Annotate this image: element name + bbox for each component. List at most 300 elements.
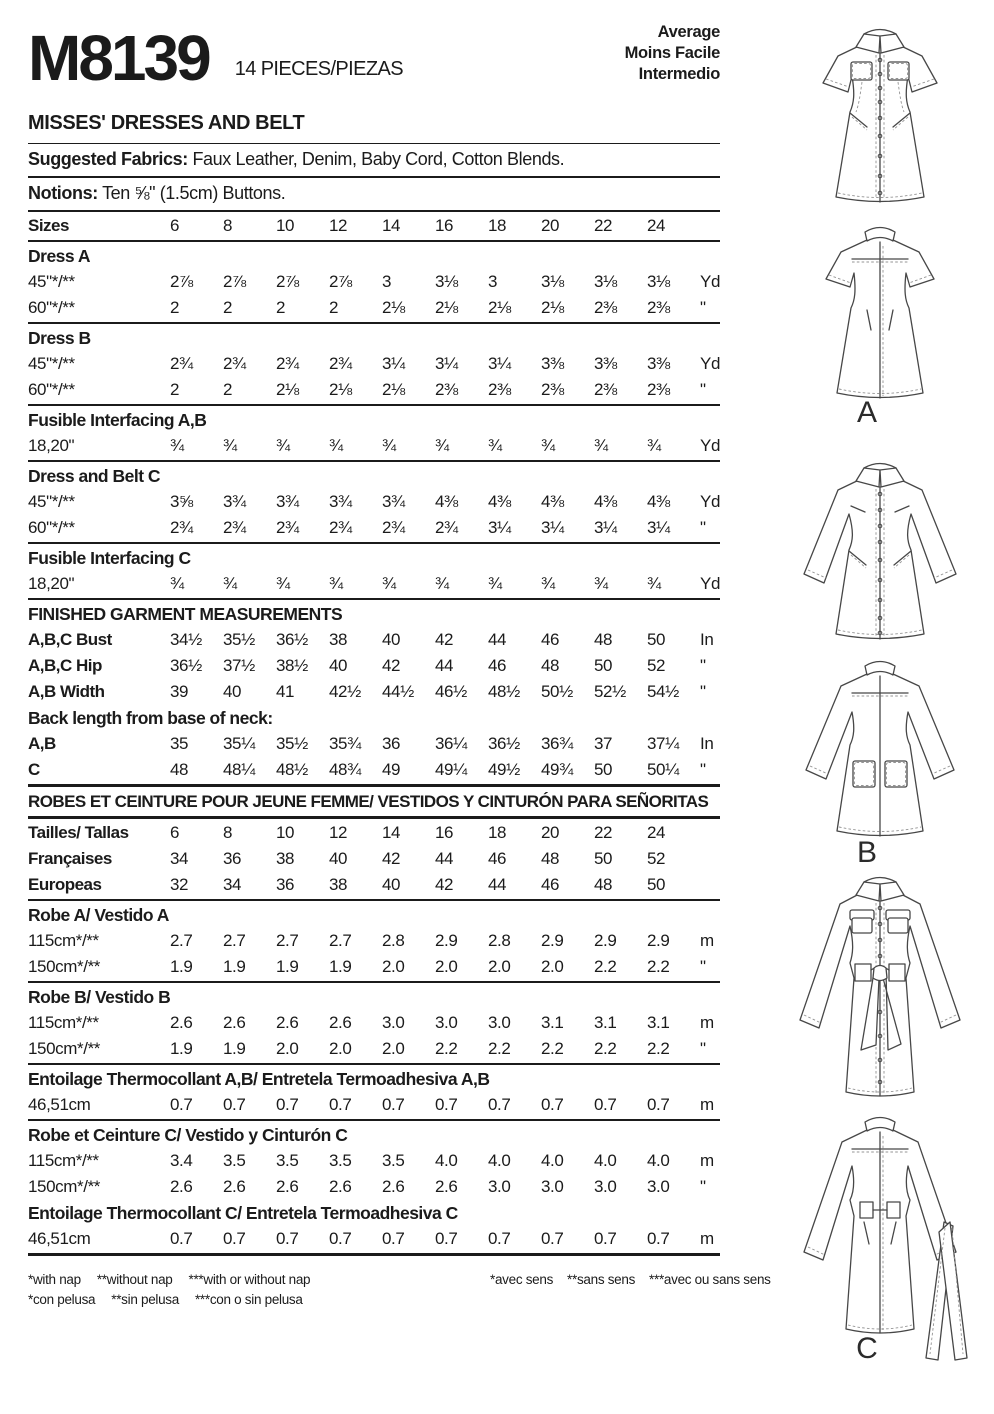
size-value: ¾ bbox=[541, 436, 555, 455]
size-value: 2 bbox=[276, 298, 286, 317]
size-value: 50 bbox=[647, 630, 666, 649]
unit-label: " bbox=[700, 656, 706, 675]
size-value: ¾ bbox=[647, 574, 661, 593]
footnote-item: **sans sens bbox=[567, 1272, 636, 1287]
unit-label: " bbox=[700, 380, 706, 399]
size-value: 3.4 bbox=[170, 1151, 193, 1170]
table-section-header: Dress A bbox=[28, 245, 90, 266]
row-label: 46,51cm bbox=[28, 1095, 91, 1114]
footnote-item: **sin pelusa bbox=[111, 1292, 179, 1307]
size-value: 14 bbox=[382, 823, 401, 842]
size-value: 2.8 bbox=[382, 931, 405, 950]
size-value: 3.0 bbox=[488, 1177, 511, 1196]
row-label: 60"*/** bbox=[28, 298, 75, 317]
table-data-row bbox=[28, 269, 720, 295]
size-value: 2⅜ bbox=[647, 380, 670, 399]
size-value: 48¾ bbox=[329, 760, 361, 779]
size-value: 0.7 bbox=[647, 1229, 670, 1248]
size-value: 2.6 bbox=[329, 1177, 352, 1196]
unit-label: m bbox=[700, 931, 714, 950]
view-c-label: C bbox=[856, 1332, 878, 1365]
table-data-row bbox=[28, 1148, 720, 1174]
table-section-header: Dress and Belt C bbox=[28, 465, 161, 486]
divider bbox=[28, 176, 720, 178]
size-value: 2.2 bbox=[647, 957, 670, 976]
size-value: 2⅞ bbox=[170, 272, 193, 291]
size-value: 35½ bbox=[223, 630, 255, 649]
unit-label: " bbox=[700, 1039, 706, 1058]
unit-label: In bbox=[700, 734, 714, 753]
table-data-row bbox=[28, 679, 720, 705]
size-value: 36½ bbox=[276, 630, 308, 649]
size-value: 48 bbox=[541, 656, 560, 675]
size-value: 2.9 bbox=[435, 931, 458, 950]
size-value: 2⅛ bbox=[435, 298, 458, 317]
illustration-dress-c bbox=[740, 860, 994, 1409]
table-subheader: Back length from base of neck: bbox=[28, 707, 273, 728]
size-value: 2.9 bbox=[541, 931, 564, 950]
table-data-row bbox=[28, 872, 720, 898]
size-value: 48¼ bbox=[223, 760, 255, 779]
size-value: 3.5 bbox=[223, 1151, 246, 1170]
size-value: 2⅜ bbox=[435, 380, 458, 399]
unit-label: Yd bbox=[700, 492, 720, 511]
dress-a-front-drawing bbox=[823, 30, 937, 203]
unit-label: " bbox=[700, 682, 706, 701]
notions-row bbox=[28, 179, 720, 209]
size-value: 3.0 bbox=[647, 1177, 670, 1196]
size-value: 3⅛ bbox=[594, 272, 617, 291]
size-value: 2⅛ bbox=[382, 298, 405, 317]
unit-label: " bbox=[700, 1177, 706, 1196]
table-divider bbox=[28, 404, 720, 406]
size-value: 2.6 bbox=[435, 1177, 458, 1196]
size-value: 3.1 bbox=[594, 1013, 617, 1032]
table-divider bbox=[28, 1253, 720, 1256]
table-data-row bbox=[28, 757, 720, 783]
table-section-header: Entoilage Thermocollant C/ Entretela Termoadhesiva C bbox=[28, 1202, 458, 1223]
row-label: A,B,C Bust bbox=[28, 630, 112, 649]
size-value: 42 bbox=[382, 656, 401, 675]
table-data-row bbox=[28, 377, 720, 403]
size-value: 52 bbox=[647, 849, 666, 868]
size-value: 1.9 bbox=[223, 1039, 246, 1058]
table-divider bbox=[28, 542, 720, 544]
unit-label: " bbox=[700, 760, 706, 779]
size-value: 52 bbox=[647, 656, 666, 675]
table-data-row bbox=[28, 820, 720, 846]
row-label: C bbox=[28, 760, 40, 779]
size-value: 8 bbox=[223, 216, 233, 235]
size-value: 0.7 bbox=[594, 1095, 617, 1114]
size-value: 50½ bbox=[541, 682, 573, 701]
table-data-row bbox=[28, 1092, 720, 1118]
row-label: Françaises bbox=[28, 849, 112, 868]
size-value: ¾ bbox=[435, 574, 449, 593]
table-divider bbox=[28, 1119, 720, 1121]
size-value: 2.0 bbox=[382, 957, 405, 976]
size-value: ¾ bbox=[382, 574, 396, 593]
size-value: 2 bbox=[329, 298, 339, 317]
size-value: 0.7 bbox=[488, 1095, 511, 1114]
table-section-header: Robe et Ceinture C/ Vestido y Cinturón C bbox=[28, 1124, 348, 1145]
size-value: 2.2 bbox=[594, 957, 617, 976]
size-value: 2⅞ bbox=[223, 272, 246, 291]
table-data-row bbox=[28, 846, 720, 872]
footnote-item: ***con o sin pelusa bbox=[194, 1292, 303, 1307]
dress-b-drawing bbox=[740, 444, 994, 872]
size-value: 35½ bbox=[276, 734, 308, 753]
row-label: 150cm*/** bbox=[28, 957, 100, 976]
size-value: 35¾ bbox=[329, 734, 361, 753]
size-value: 4⅜ bbox=[647, 492, 670, 511]
size-value: 2⅜ bbox=[541, 380, 564, 399]
size-value: 2¾ bbox=[382, 518, 405, 537]
size-value: 4.0 bbox=[435, 1151, 458, 1170]
footnotes bbox=[28, 1270, 771, 1310]
size-value: 0.7 bbox=[329, 1229, 352, 1248]
size-value: 36¾ bbox=[541, 734, 573, 753]
table-data-row bbox=[28, 571, 720, 597]
row-label: A,B bbox=[28, 734, 56, 753]
table-divider bbox=[28, 816, 720, 819]
size-value: 2.9 bbox=[594, 931, 617, 950]
size-value: 38 bbox=[329, 630, 348, 649]
size-value: 2.8 bbox=[488, 931, 511, 950]
unit-label: m bbox=[700, 1013, 714, 1032]
size-value: 46 bbox=[488, 849, 507, 868]
size-value: 2⅜ bbox=[594, 380, 617, 399]
row-label: 115cm*/** bbox=[28, 1151, 99, 1170]
size-value: ¾ bbox=[647, 436, 661, 455]
size-value: 40 bbox=[382, 875, 401, 894]
size-value: 2.7 bbox=[329, 931, 352, 950]
size-value: 2.7 bbox=[170, 931, 193, 950]
size-value: 2.6 bbox=[223, 1177, 246, 1196]
size-value: 37¼ bbox=[647, 734, 679, 753]
size-value: 24 bbox=[647, 823, 666, 842]
row-label: 115cm*/** bbox=[28, 931, 99, 950]
size-value: 20 bbox=[541, 216, 560, 235]
size-value: 3⅛ bbox=[647, 272, 670, 291]
table-data-row bbox=[28, 433, 720, 459]
size-value: 1.9 bbox=[170, 1039, 193, 1058]
size-value: ¾ bbox=[594, 436, 608, 455]
row-label: 115cm*/** bbox=[28, 1013, 99, 1032]
table-divider bbox=[28, 598, 720, 600]
size-value: 0.7 bbox=[276, 1229, 299, 1248]
table-divider bbox=[28, 1063, 720, 1065]
table-data-row bbox=[28, 1036, 720, 1062]
size-value: 4.0 bbox=[488, 1151, 511, 1170]
size-value: 0.7 bbox=[541, 1229, 564, 1248]
size-value: ¾ bbox=[276, 436, 290, 455]
size-value: 42 bbox=[435, 630, 454, 649]
size-value: ¾ bbox=[329, 574, 343, 593]
size-value: 0.7 bbox=[329, 1095, 352, 1114]
row-label: 46,51cm bbox=[28, 1229, 91, 1248]
size-value: 0.7 bbox=[170, 1095, 193, 1114]
size-value: 49¾ bbox=[541, 760, 573, 779]
size-value: 2¾ bbox=[223, 518, 246, 537]
size-value: ¾ bbox=[435, 436, 449, 455]
dress-a-drawing bbox=[740, 6, 994, 434]
footnote-item: **without nap bbox=[96, 1272, 173, 1287]
size-value: 36 bbox=[382, 734, 401, 753]
difficulty-en: Average bbox=[657, 23, 720, 41]
size-value: 20 bbox=[541, 823, 560, 842]
size-value: 24 bbox=[647, 216, 666, 235]
size-value: 48 bbox=[170, 760, 189, 779]
size-value: 3¾ bbox=[276, 492, 299, 511]
size-value: 0.7 bbox=[223, 1095, 246, 1114]
unit-label: m bbox=[700, 1095, 714, 1114]
size-value: 2.7 bbox=[223, 931, 246, 950]
yardage-table bbox=[28, 213, 720, 1256]
size-value: 3¾ bbox=[329, 492, 352, 511]
size-value: 0.7 bbox=[223, 1229, 246, 1248]
dress-a-back-drawing bbox=[826, 228, 934, 399]
size-value: 4⅜ bbox=[435, 492, 458, 511]
unit-label: Yd bbox=[700, 354, 720, 373]
size-value: 2⅛ bbox=[276, 380, 299, 399]
size-value: 2⅜ bbox=[488, 380, 511, 399]
table-data-row bbox=[28, 954, 720, 980]
size-value: 40 bbox=[382, 630, 401, 649]
table-divider bbox=[28, 981, 720, 983]
unit-label: m bbox=[700, 1229, 714, 1248]
size-value: 2.6 bbox=[382, 1177, 405, 1196]
table-data-row bbox=[28, 515, 720, 541]
size-value: 48 bbox=[541, 849, 560, 868]
size-value: 2.7 bbox=[276, 931, 299, 950]
size-value: 1.9 bbox=[170, 957, 193, 976]
row-label: 45"*/** bbox=[28, 354, 75, 373]
table-data-row bbox=[28, 1174, 720, 1200]
size-value: 4.0 bbox=[594, 1151, 617, 1170]
size-value: 36 bbox=[276, 875, 295, 894]
size-value: 39 bbox=[170, 682, 189, 701]
size-value: 2.6 bbox=[170, 1013, 193, 1032]
footnote-line-es bbox=[28, 1290, 720, 1310]
suggested-fabrics-label: Suggested Fabrics: bbox=[28, 149, 188, 169]
size-value: 3⅛ bbox=[541, 272, 564, 291]
size-value: 40 bbox=[329, 656, 348, 675]
table-data-row bbox=[28, 489, 720, 515]
size-value: 35 bbox=[170, 734, 189, 753]
table-section-header: Dress B bbox=[28, 327, 91, 348]
dress-c-drawing bbox=[740, 860, 994, 1409]
size-value: 12 bbox=[329, 823, 348, 842]
view-b-label: B bbox=[856, 836, 877, 869]
row-label: 150cm*/** bbox=[28, 1177, 100, 1196]
size-value: 0.7 bbox=[170, 1229, 193, 1248]
size-value: 6 bbox=[170, 823, 180, 842]
size-value: 49 bbox=[382, 760, 401, 779]
size-value: 2¾ bbox=[223, 354, 246, 373]
unit-label: In bbox=[700, 630, 714, 649]
size-value: ¾ bbox=[594, 574, 608, 593]
size-value: 3¼ bbox=[541, 518, 564, 537]
size-value: 2⅜ bbox=[647, 298, 670, 317]
size-value: 1.9 bbox=[329, 957, 352, 976]
size-value: 2.2 bbox=[435, 1039, 458, 1058]
size-value: ¾ bbox=[170, 436, 184, 455]
size-value: 3.0 bbox=[382, 1013, 405, 1032]
unit-label: " bbox=[700, 298, 706, 317]
size-value: 18 bbox=[488, 216, 507, 235]
size-value: 3¼ bbox=[488, 518, 511, 537]
size-value: 22 bbox=[594, 216, 613, 235]
size-value: 0.7 bbox=[435, 1095, 458, 1114]
size-value: 4⅜ bbox=[594, 492, 617, 511]
size-value: 0.7 bbox=[382, 1229, 405, 1248]
unit-label: m bbox=[700, 1151, 714, 1170]
size-value: 38 bbox=[329, 875, 348, 894]
size-value: 3.5 bbox=[329, 1151, 352, 1170]
size-value: 50 bbox=[647, 875, 666, 894]
size-value: ¾ bbox=[223, 574, 237, 593]
table-data-row bbox=[28, 295, 720, 321]
size-value: 3⅜ bbox=[594, 354, 617, 373]
dress-b-front-drawing bbox=[804, 464, 956, 640]
size-value: 2.6 bbox=[223, 1013, 246, 1032]
divider bbox=[28, 143, 720, 144]
suggested-fabrics-text: Faux Leather, Denim, Baby Cord, Cotton Blends. bbox=[192, 149, 565, 169]
size-value: 2¾ bbox=[170, 518, 193, 537]
size-value: 46½ bbox=[435, 682, 467, 701]
table-section-header: Robe B/ Vestido B bbox=[28, 986, 171, 1007]
row-label: Sizes bbox=[28, 216, 69, 235]
dress-b-back-drawing bbox=[806, 662, 954, 837]
table-divider bbox=[28, 784, 720, 787]
size-value: 2⅛ bbox=[541, 298, 564, 317]
size-value: 3.1 bbox=[541, 1013, 564, 1032]
unit-label: Yd bbox=[700, 272, 720, 291]
table-data-row bbox=[28, 653, 720, 679]
size-value: 37½ bbox=[223, 656, 255, 675]
size-value: 52½ bbox=[594, 682, 626, 701]
size-value: ¾ bbox=[488, 436, 502, 455]
table-section-header: Entoilage Thermocollant A,B/ Entretela Termoadhesiva A,B bbox=[28, 1068, 490, 1089]
view-a-label: A bbox=[856, 396, 877, 429]
size-value: 46 bbox=[541, 875, 560, 894]
size-value: 34½ bbox=[170, 630, 202, 649]
size-value: 2.6 bbox=[276, 1177, 299, 1196]
size-value: 2¾ bbox=[435, 518, 458, 537]
row-label: 150cm*/** bbox=[28, 1039, 100, 1058]
size-value: 2¾ bbox=[329, 518, 352, 537]
size-value: 10 bbox=[276, 216, 295, 235]
row-label: A,B Width bbox=[28, 682, 105, 701]
size-value: 3¼ bbox=[647, 518, 670, 537]
size-value: 22 bbox=[594, 823, 613, 842]
size-value: 2⅛ bbox=[382, 380, 405, 399]
footnote-item: ***with or without nap bbox=[188, 1272, 311, 1287]
row-label: A,B,C Hip bbox=[28, 656, 102, 675]
size-value: 38½ bbox=[276, 656, 308, 675]
size-value: ¾ bbox=[541, 574, 555, 593]
size-value: 3.5 bbox=[382, 1151, 405, 1170]
footnote-item: *con pelusa bbox=[28, 1292, 96, 1307]
size-value: 40 bbox=[223, 682, 242, 701]
size-value: 36½ bbox=[488, 734, 520, 753]
table-divider bbox=[28, 322, 720, 324]
size-value: 3.0 bbox=[488, 1013, 511, 1032]
size-value: 2⅞ bbox=[276, 272, 299, 291]
size-value: 3.0 bbox=[541, 1177, 564, 1196]
size-value: 6 bbox=[170, 216, 180, 235]
table-section-header: Robe A/ Vestido A bbox=[28, 904, 169, 925]
size-value: 48 bbox=[594, 875, 613, 894]
row-label: 18,20" bbox=[28, 574, 75, 593]
unit-label: " bbox=[700, 957, 706, 976]
table-data-row bbox=[28, 1226, 720, 1252]
size-value: 3.5 bbox=[276, 1151, 299, 1170]
table-section-header: FINISHED GARMENT MEASUREMENTS bbox=[28, 603, 343, 624]
size-value: 2.0 bbox=[541, 957, 564, 976]
size-value: 44 bbox=[435, 656, 454, 675]
size-value: 2⅜ bbox=[594, 298, 617, 317]
size-value: 12 bbox=[329, 216, 348, 235]
size-value: 42 bbox=[382, 849, 401, 868]
difficulty-levels bbox=[625, 16, 720, 85]
size-value: 54½ bbox=[647, 682, 679, 701]
size-value: 42 bbox=[435, 875, 454, 894]
size-value: 3¼ bbox=[435, 354, 458, 373]
size-value: 2.6 bbox=[170, 1177, 193, 1196]
size-value: 2⅛ bbox=[488, 298, 511, 317]
size-value: 0.7 bbox=[435, 1229, 458, 1248]
size-value: 14 bbox=[382, 216, 401, 235]
unit-label: Yd bbox=[700, 436, 720, 455]
size-value: 46 bbox=[488, 656, 507, 675]
size-value: 34 bbox=[223, 875, 242, 894]
size-value: 2⅞ bbox=[329, 272, 352, 291]
size-value: 2 bbox=[223, 380, 233, 399]
size-value: 44 bbox=[488, 630, 507, 649]
size-value: ¾ bbox=[329, 436, 343, 455]
table-section-header: Fusible Interfacing A,B bbox=[28, 409, 207, 430]
size-value: 37 bbox=[594, 734, 613, 753]
size-value: 1.9 bbox=[223, 957, 246, 976]
table-data-row bbox=[28, 1010, 720, 1036]
row-label: 60"*/** bbox=[28, 518, 75, 537]
size-value: 4⅜ bbox=[488, 492, 511, 511]
size-value: 0.7 bbox=[276, 1095, 299, 1114]
table-divider bbox=[28, 460, 720, 462]
spec-column bbox=[28, 16, 771, 1310]
size-value: 44 bbox=[435, 849, 454, 868]
size-value: 49¼ bbox=[435, 760, 467, 779]
difficulty-fr: Moins Facile bbox=[624, 44, 720, 62]
size-value: 2¾ bbox=[170, 354, 193, 373]
table-data-row bbox=[28, 731, 720, 757]
size-value: 50 bbox=[594, 849, 613, 868]
size-value: 2.2 bbox=[594, 1039, 617, 1058]
size-value: 16 bbox=[435, 823, 454, 842]
size-value: 44 bbox=[488, 875, 507, 894]
row-label: 45"*/** bbox=[28, 492, 75, 511]
row-label: 45"*/** bbox=[28, 272, 75, 291]
size-value: 8 bbox=[223, 823, 233, 842]
size-value: 44½ bbox=[382, 682, 414, 701]
size-value: 38 bbox=[276, 849, 295, 868]
size-value: 2.0 bbox=[276, 1039, 299, 1058]
row-label: Europeas bbox=[28, 875, 102, 894]
size-value: ¾ bbox=[382, 436, 396, 455]
size-value: 2.2 bbox=[647, 1039, 670, 1058]
